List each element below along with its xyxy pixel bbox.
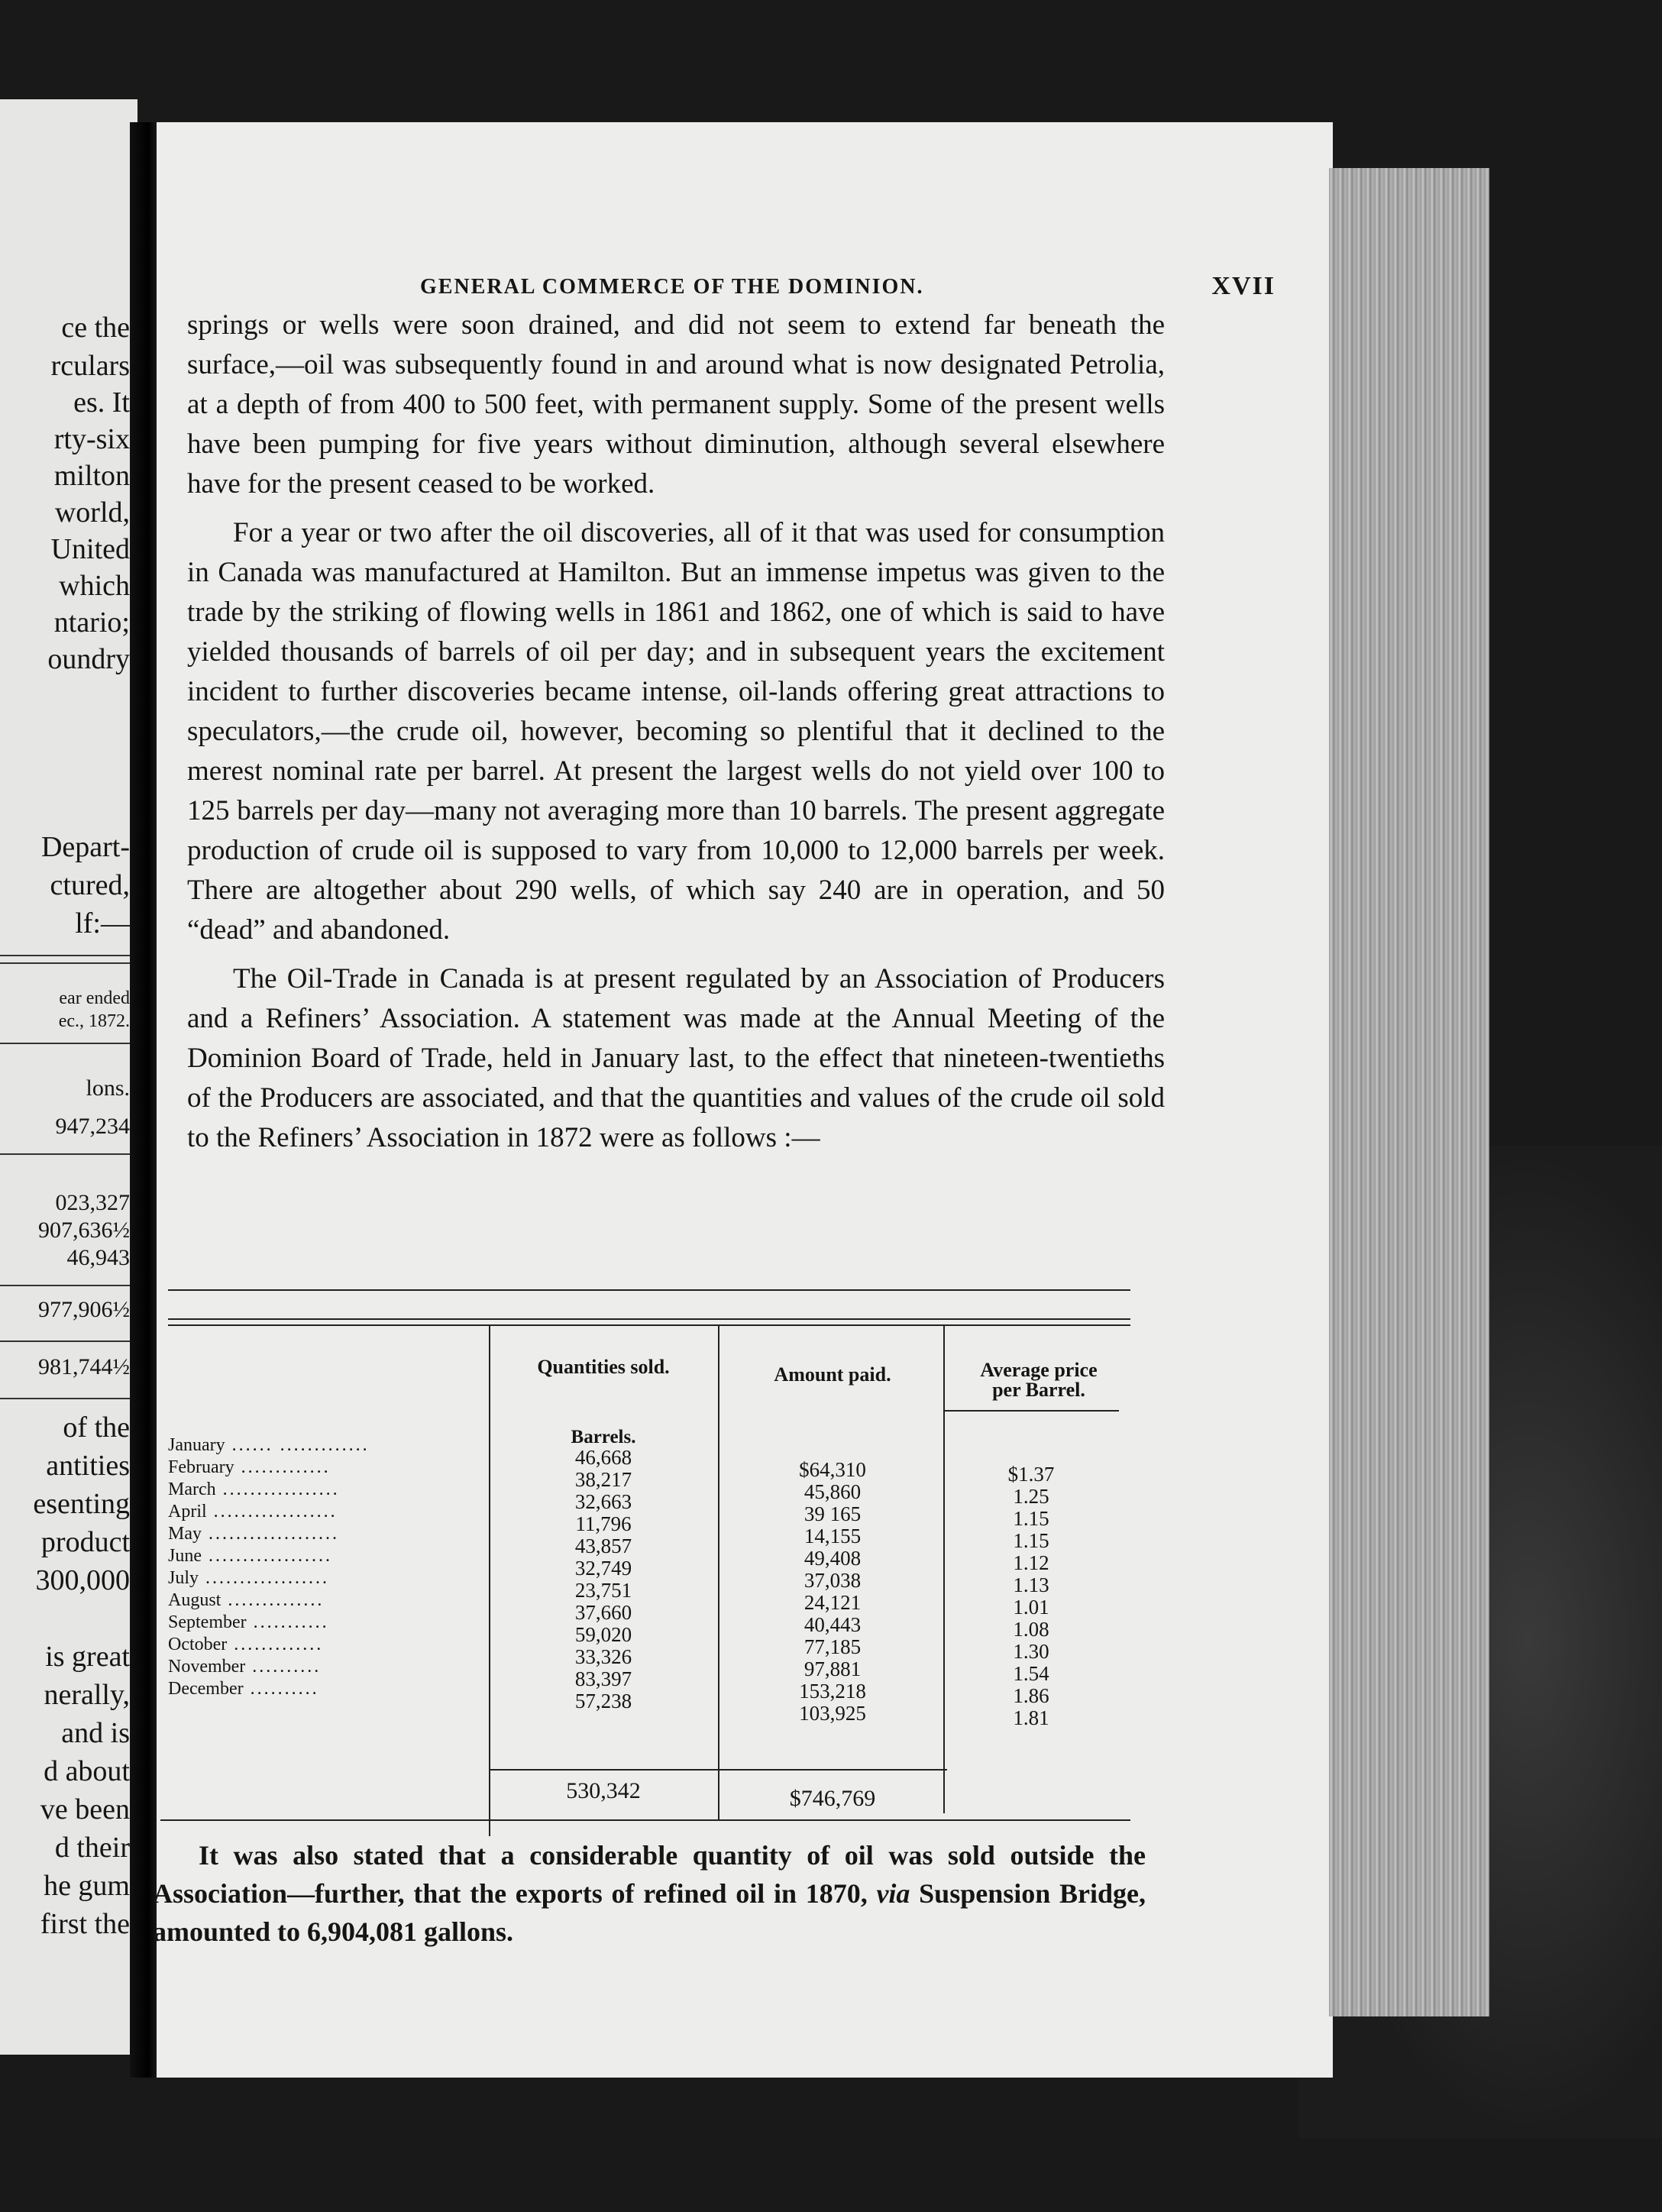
month-label: November <box>168 1657 246 1677</box>
quantity-column <box>496 1447 710 1712</box>
left-line: he gum <box>44 1870 130 1902</box>
month-label: October <box>168 1635 228 1654</box>
month-row: June .................. <box>168 1546 332 1566</box>
left-rule <box>0 1043 130 1044</box>
left-value: 46,943 <box>66 1245 130 1270</box>
column-divider <box>718 1324 719 1821</box>
month-row: August .............. <box>168 1590 325 1610</box>
left-col-head: ec., 1872. <box>58 1011 130 1031</box>
table-rule <box>168 1324 1130 1326</box>
left-line: product <box>40 1526 130 1558</box>
quantity-cell: 32,749 <box>574 1557 632 1580</box>
left-line: oundry <box>47 643 130 675</box>
left-line: Depart- <box>40 831 130 863</box>
month-label: January <box>168 1435 225 1455</box>
running-head-title: GENERAL COMMERCE OF THE DOMINION. <box>420 275 924 299</box>
left-line: and is <box>61 1717 130 1749</box>
paragraph: The Oil-Trade in Canada is at present regulated by an Association of Producers and a Refiners’ Association. A statement was made at the Annual Meeting of the Dominion Board of Trade, held in January last, to the effect that nineteen-twentieths of the Producers are associated, and that the quantities and values of the crude oil sold to the Refiners’ Association in 1872 were as follows :— <box>187 963 1165 1153</box>
month-label: August <box>168 1590 221 1610</box>
quantity-cell: 43,857 <box>574 1534 632 1557</box>
quantity-cell: 38,217 <box>574 1468 632 1491</box>
header-quantities: Quantities sold. <box>537 1356 670 1378</box>
left-value: 907,636½ <box>38 1218 130 1243</box>
left-line: rty-six <box>53 423 130 455</box>
left-value: 947,234 <box>55 1114 130 1139</box>
amount-cell: $64,310 <box>799 1458 866 1481</box>
closing-text-b: Suspension Bridge, amounted to 6,904,081 gallons. <box>153 1878 1146 1947</box>
month-labels <box>168 1434 489 1700</box>
price-cell: $1.37 <box>1007 1463 1055 1486</box>
left-rule <box>0 962 130 964</box>
left-line: 300,000 <box>35 1564 130 1596</box>
quantity-cell: 33,326 <box>574 1645 632 1668</box>
left-line: milton <box>53 460 130 492</box>
header-amount: Amount paid. <box>774 1363 891 1386</box>
column-divider <box>489 1324 490 1836</box>
month-label: April <box>168 1502 207 1522</box>
page-number: XVII <box>1211 272 1276 300</box>
amount-cell: 49,408 <box>804 1547 862 1570</box>
amount-cell: 97,881 <box>804 1657 862 1680</box>
month-label: June <box>168 1546 202 1566</box>
amount-cell: 45,860 <box>804 1480 862 1503</box>
quantity-cell: 11,796 <box>575 1512 632 1535</box>
left-rule <box>0 1340 130 1342</box>
quantity-cell: 37,660 <box>574 1601 632 1624</box>
closing-paragraph <box>153 1836 1146 1951</box>
month-row: April .................. <box>168 1502 338 1522</box>
left-rule <box>0 1398 130 1399</box>
column-divider <box>943 1324 945 1813</box>
left-line: ctured, <box>50 869 130 901</box>
header-rule <box>943 1410 1119 1412</box>
header-average-2: per Barrel. <box>992 1379 1085 1401</box>
unit-label: Barrels. <box>571 1427 636 1447</box>
price-cell: 1.54 <box>1013 1662 1049 1685</box>
left-line: rculars <box>50 350 130 382</box>
left-line: d about <box>44 1755 130 1787</box>
left-line: d their <box>54 1832 130 1864</box>
left-page-fragment <box>0 99 137 2055</box>
body-text <box>187 306 1165 1167</box>
month-label: December <box>168 1679 244 1699</box>
closing-text-italic: via <box>876 1878 910 1909</box>
month-row: December .......... <box>168 1679 319 1699</box>
quantity-cell: 83,397 <box>574 1667 632 1690</box>
page-block-edge <box>1329 168 1489 2016</box>
month-row: July .................. <box>168 1568 330 1588</box>
left-rule <box>0 955 130 956</box>
price-cell: 1.08 <box>1013 1618 1049 1641</box>
price-cell: 1.13 <box>1013 1573 1049 1596</box>
left-rule <box>0 1153 130 1155</box>
closing-text <box>153 1836 1146 1951</box>
month-label: February <box>168 1457 234 1477</box>
price-cell: 1.12 <box>1013 1551 1049 1574</box>
price-cell: 1.30 <box>1013 1640 1049 1663</box>
amount-cell: 24,121 <box>804 1591 862 1614</box>
month-row: October ............. <box>168 1635 324 1654</box>
total-quantity: 530,342 <box>566 1778 641 1803</box>
left-line: esenting <box>33 1488 130 1520</box>
left-line: of the <box>63 1412 130 1444</box>
month-label: September <box>168 1612 247 1632</box>
amount-cell: 77,185 <box>804 1635 862 1658</box>
amount-column <box>726 1459 939 1725</box>
month-row: March ................. <box>168 1480 340 1499</box>
left-unit: lons. <box>86 1075 130 1101</box>
left-line: United <box>50 533 130 565</box>
table-rule <box>168 1318 1130 1320</box>
quantity-cell: 46,668 <box>574 1446 632 1469</box>
month-row: May ................... <box>168 1524 339 1544</box>
left-rule <box>0 1285 130 1286</box>
month-label: March <box>168 1480 216 1499</box>
left-value: 977,906½ <box>38 1297 130 1322</box>
quantity-cell: 57,238 <box>574 1690 632 1712</box>
month-row: February ............. <box>168 1457 331 1477</box>
book-gutter <box>130 122 160 2078</box>
left-col-head: ear ended <box>59 988 130 1008</box>
month-row: January ...... ............. <box>168 1435 370 1455</box>
price-cell: 1.01 <box>1013 1596 1049 1619</box>
left-line: ve been <box>40 1793 130 1826</box>
month-label: July <box>168 1568 199 1588</box>
left-line: which <box>59 570 130 602</box>
left-line: ntario; <box>53 606 130 639</box>
paragraph: For a year or two after the oil discoveries, all of it that was used for consumption in Canada was manufactured at Hamilton. But an immense impetus was given to the trade by the striking of flowing wells in 1861 and 1862, one of which is said to have yielded thousands of barrels of oil per day; and in subsequent years the excitement incident to further discoveries became intense, oil-lands offering great attractions to speculators,—the crude oil, however, becoming so plentiful that it declined to the merest nominal rate per barrel. At present the largest wells do not yield over 100 to 125 barrels per day—many not averaging more than 10 barrels. The present aggregate production of crude oil is supposed to vary from 10,000 to 12,000 barrels per week. There are altogether about 290 wells, of which say 240 are in operation, and 50 “dead” and abandoned. <box>187 517 1165 946</box>
price-cell: 1.15 <box>1013 1507 1049 1530</box>
price-cell: 1.81 <box>1013 1706 1049 1729</box>
month-row: November .......... <box>168 1657 322 1677</box>
table-top-rule <box>168 1289 1130 1291</box>
left-line: es. It <box>73 386 130 419</box>
left-line: nerally, <box>44 1679 130 1711</box>
left-value: 981,744½ <box>38 1354 130 1379</box>
amount-cell: 39 165 <box>804 1502 862 1525</box>
quantity-cell: 23,751 <box>574 1579 632 1602</box>
left-value: 023,327 <box>55 1190 130 1215</box>
left-line: ce the <box>61 312 130 344</box>
price-cell: 1.15 <box>1013 1529 1049 1552</box>
table-bottom-rule <box>160 1819 1130 1821</box>
price-cell: 1.86 <box>1013 1684 1049 1707</box>
amount-cell: 37,038 <box>804 1569 862 1592</box>
amount-cell: 103,925 <box>799 1702 866 1725</box>
header-average-1: Average price <box>980 1359 1098 1381</box>
total-amount: $746,769 <box>789 1786 876 1811</box>
total-rule <box>489 1769 947 1771</box>
quantity-cell: 32,663 <box>574 1490 632 1513</box>
left-line: is great <box>45 1641 130 1673</box>
amount-cell: 153,218 <box>799 1680 866 1703</box>
left-line: world, <box>54 496 130 529</box>
month-label: May <box>168 1524 202 1544</box>
month-row: September ........... <box>168 1612 329 1632</box>
price-column <box>955 1463 1107 1729</box>
closing-text-a: It was also stated that a considerable quantity of oil was sold outside the Association—further, that the exports of refined oil in 1870, <box>153 1840 1146 1909</box>
price-cell: 1.25 <box>1013 1485 1049 1508</box>
paragraph: springs or wells were soon drained, and did not seem to extend far beneath the surface,—oil was subsequently found in and around what is now designated Petrolia, at a depth of from 400 to 500 feet, with permanent supply. Some of the present wells have been pumping for five years without diminution, although several elsewhere have for the present ceased to be worked. <box>187 309 1165 500</box>
quantity-cell: 59,020 <box>574 1623 632 1646</box>
amount-cell: 14,155 <box>804 1525 862 1547</box>
amount-cell: 40,443 <box>804 1613 862 1636</box>
left-line: lf:— <box>75 907 130 939</box>
left-line: first the <box>40 1908 130 1940</box>
left-line: antities <box>46 1450 130 1482</box>
